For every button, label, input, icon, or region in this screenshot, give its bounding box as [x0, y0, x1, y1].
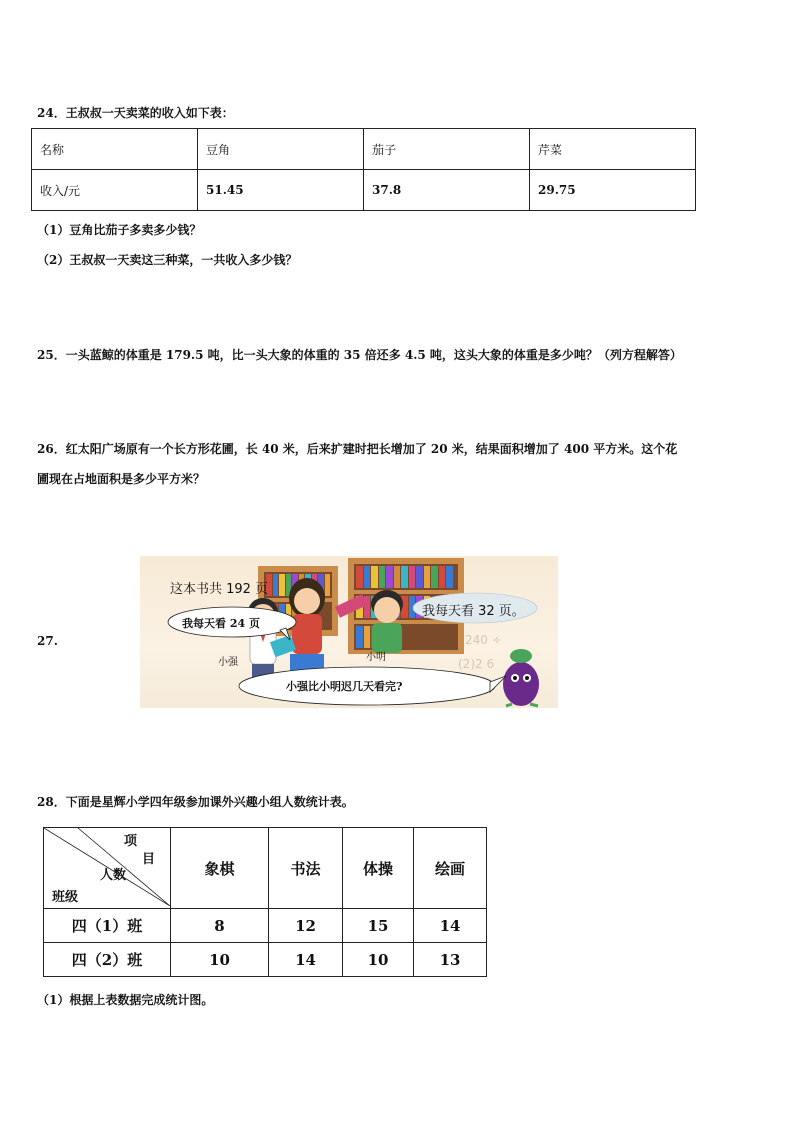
diagonal-header-cell: [44, 828, 171, 909]
row-label-cell: 四（1）班: [44, 909, 171, 943]
q28-interest-group-table: [43, 827, 487, 977]
table-cell: 13: [414, 943, 487, 977]
table-header-cell: 体操: [343, 828, 414, 909]
table-cell: 37.8: [364, 170, 530, 211]
table-cell: 51.45: [198, 170, 364, 211]
q26-line1: 26．红太阳广场原有一个长方形花圃，长 40 米，后来扩建时把长增加了 20 米，结果面积增加了 400 平方米。这个花: [37, 442, 678, 456]
table-row: [44, 828, 487, 909]
xiaoqiang-speech-bubble: 我每天看 24 页: [182, 617, 260, 630]
corner-label-mu: 目: [142, 852, 156, 867]
table-cell: 8: [171, 909, 269, 943]
table-cell: 14: [269, 943, 343, 977]
q28-title: 28．下面是星辉小学四年级参加课外兴趣小组人数统计表。: [37, 795, 354, 809]
table-header-cell: 绘画: [414, 828, 487, 909]
q27-number: 27.: [37, 634, 58, 648]
table-cell: 14: [414, 909, 487, 943]
xiaoqiang-name-label: 小强: [218, 657, 238, 668]
q24-sub2: （2）王叔叔一天卖这三种菜，一共收入多少钱？: [37, 253, 298, 267]
table-row: [32, 170, 696, 211]
table-cell: 收入/元: [32, 170, 198, 211]
q27-illustration: [140, 556, 558, 708]
corner-label-xiang: 项: [124, 834, 138, 849]
table-header-cell: 茄子: [364, 129, 530, 170]
question-speech-bubble: 小强比小明迟几天看完?: [286, 680, 403, 693]
xiaoming-name-label: 小明: [366, 652, 386, 663]
corner-label-banji: 班级: [52, 890, 79, 905]
table-header-cell: 书法: [269, 828, 343, 909]
q24-title: 24．王叔叔一天卖菜的收入如下表：: [37, 106, 234, 120]
table-cell: 10: [171, 943, 269, 977]
svg-text:(2)2 6: (2)2 6: [458, 657, 495, 671]
table-cell: 15: [343, 909, 414, 943]
table-row: [32, 129, 696, 170]
q24-income-table: [31, 128, 696, 211]
table-header-cell: 象棋: [171, 828, 269, 909]
table-row: [44, 909, 487, 943]
table-header-cell: 豆角: [198, 129, 364, 170]
table-cell: 10: [343, 943, 414, 977]
table-row: [44, 943, 487, 977]
q25-text: 25．一头蓝鲸的体重是 179.5 吨，比一头大象的体重的 35 倍还多 4.5 吨，这头大象的体重是多少吨？（列方程解答）: [37, 348, 682, 362]
table-header-cell: 名称: [32, 129, 198, 170]
xiaoming-speech-bubble: 我每天看 32 页。: [422, 604, 525, 619]
svg-text:240 ÷: 240 ÷: [465, 633, 502, 647]
row-label-cell: 四（2）班: [44, 943, 171, 977]
book-total-label: 这本书共 192 页: [170, 582, 269, 597]
q26-line2: 圃现在占地面积是多少平方米？: [37, 472, 206, 486]
table-cell: 12: [269, 909, 343, 943]
q28-sub1: （1）根据上表数据完成统计图。: [37, 993, 214, 1007]
table-cell: 29.75: [530, 170, 696, 211]
q24-sub1: （1）豆角比茄子多卖多少钱？: [37, 223, 202, 237]
table-header-cell: 芹菜: [530, 129, 696, 170]
corner-label-renshu: 人数: [100, 868, 127, 883]
